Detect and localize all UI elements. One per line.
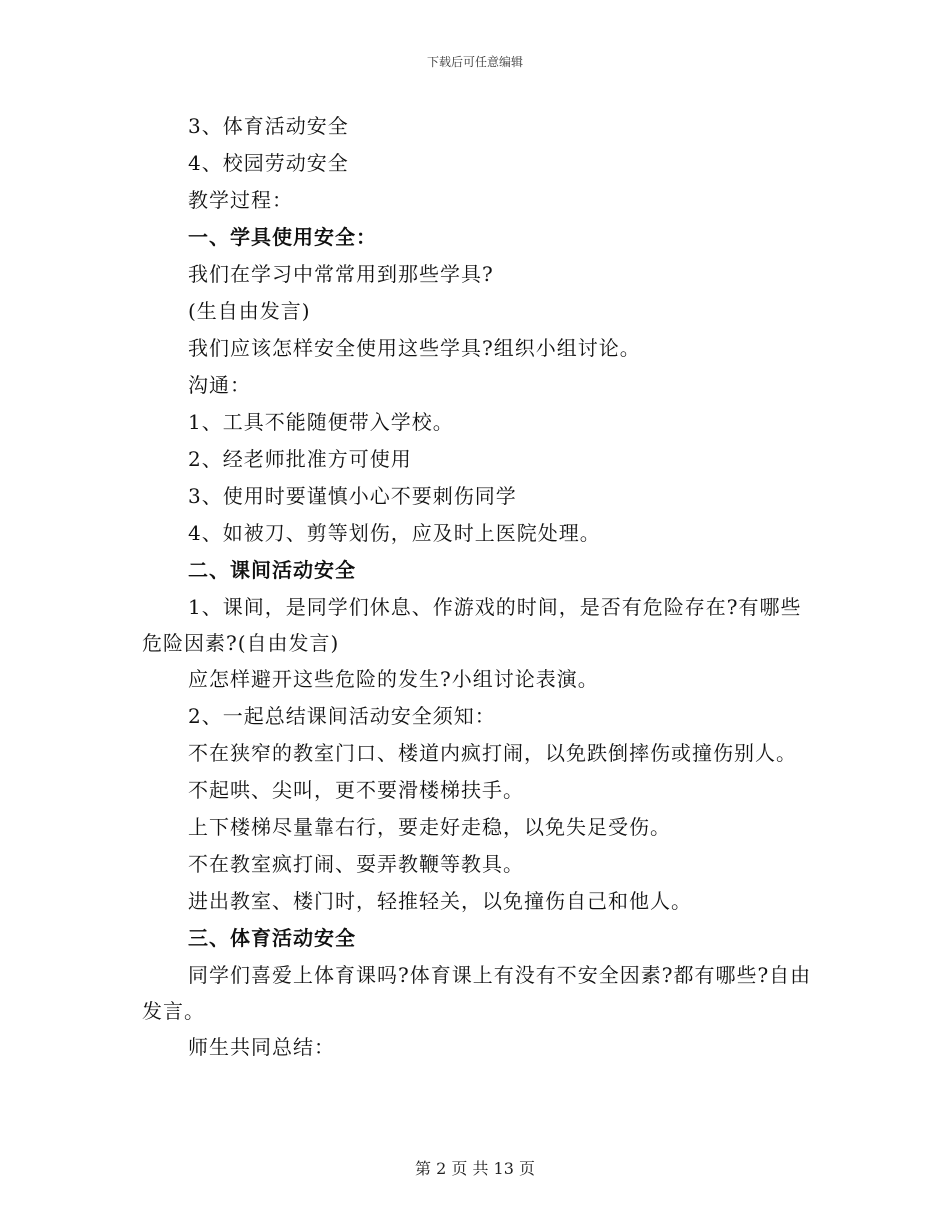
page-header-note: 下载后可任意编辑 [426,55,523,69]
paragraph: 2、一起总结课间活动安全须知： [188,704,496,728]
document-body [142,108,812,1066]
paragraph: 4、校园劳动安全 [188,151,349,175]
paragraph: 我们应该怎样安全使用这些学具?组织小组讨论。 [188,336,641,360]
paragraph: 不起哄、尖叫，更不要滑楼梯扶手。 [188,778,524,802]
paragraph: 我们在学习中常常用到那些学具? [188,262,494,286]
paragraph: (生自由发言) [188,299,311,323]
paragraph: 教学过程： [188,188,293,212]
section-heading: 一、学具使用安全： [188,225,377,249]
paragraph: 沟通： [188,373,251,397]
paragraph: 4、如被刀、剪等划伤，应及时上医院处理。 [188,521,601,545]
paragraph: 3、使用时要谨慎小心不要刺伤同学 [188,484,517,508]
paragraph: 1、工具不能随便带入学校。 [188,410,454,434]
paragraph: 3、体育活动安全 [188,114,349,138]
paragraph: 不在教室疯打闹、耍弄教鞭等教具。 [188,852,524,876]
paragraph: 2、经老师批准方可使用 [188,447,412,471]
paragraph: 上下楼梯尽量靠右行，要走好走稳，以免失足受伤。 [188,815,671,839]
page-footer-number: 第 2 页 共 13 页 [415,1159,535,1178]
paragraph: 师生共同总结： [188,1035,335,1059]
section-heading: 三、体育活动安全 [188,926,356,950]
paragraph: 进出教室、楼门时，轻推轻关，以免撞伤自己和他人。 [188,889,692,913]
paragraph: 同学们喜爱上体育课吗?体育课上有没有不安全因素?都有哪些?自由发言。 [142,963,812,1023]
paragraph: 1、课间，是同学们休息、作游戏的时间，是否有危险存在?有哪些危险因素?(自由发言) [142,595,802,655]
paragraph: 应怎样避开这些危险的发生?小组讨论表演。 [188,667,599,691]
section-heading: 二、课间活动安全 [188,558,356,582]
paragraph: 不在狭窄的教室门口、楼道内疯打闹，以免跌倒摔伤或撞伤别人。 [188,741,797,765]
